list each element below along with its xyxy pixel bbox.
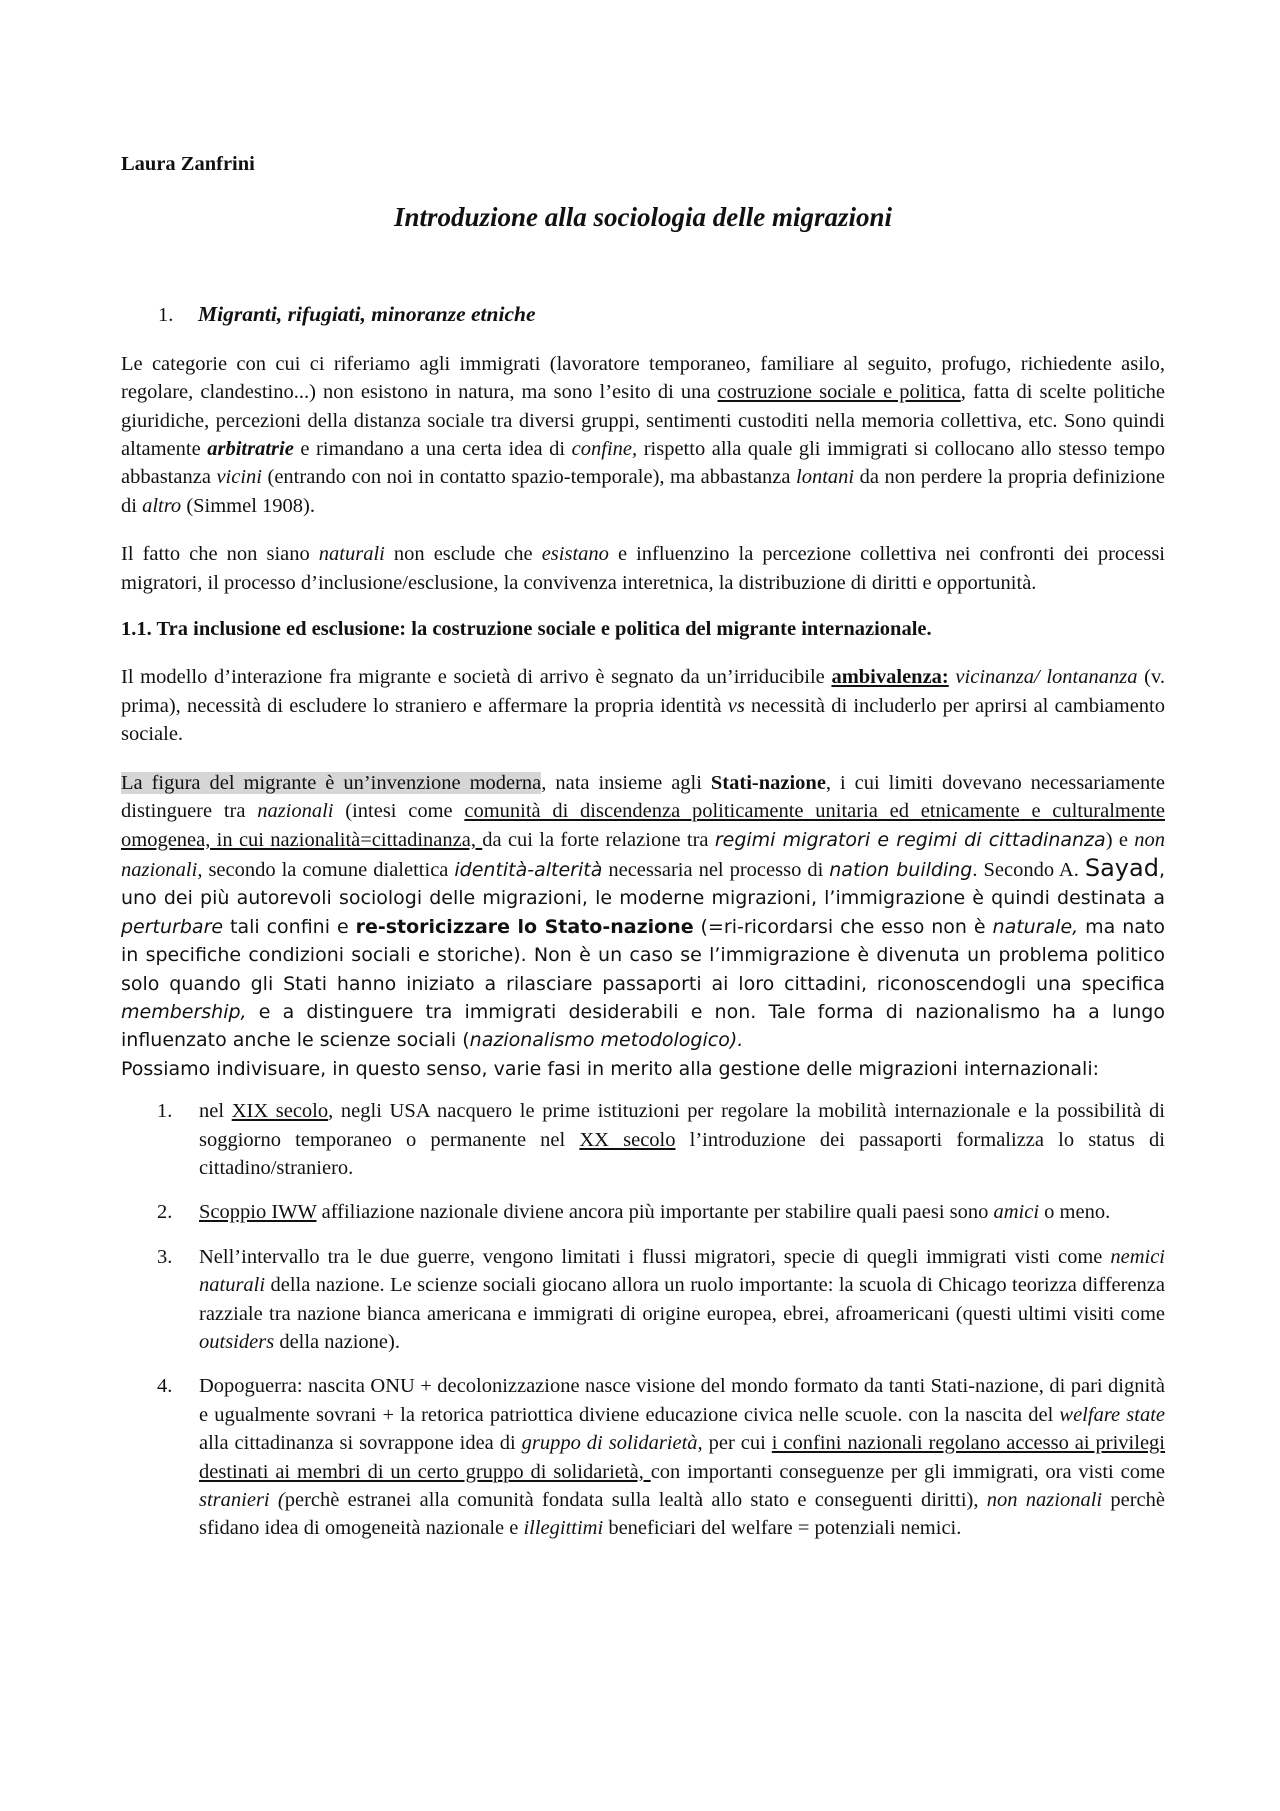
list-item — [121, 1243, 1165, 1357]
text-run: . Secondo A. — [972, 858, 1085, 881]
text-run: necessaria nel processo di — [602, 858, 830, 881]
italic-text: nazionali — [257, 800, 334, 823]
italic-text: nemici naturali — [199, 1245, 1165, 1297]
italic-text: illegittimi — [523, 1517, 604, 1540]
text-run: perchè sfidano idea di omogeneità nazionale e — [199, 1489, 1165, 1540]
list-item-text — [199, 1372, 1165, 1542]
italic-text: naturali — [318, 543, 385, 566]
paragraph-ambivalenza — [121, 663, 1165, 748]
section-number: 1. — [158, 304, 174, 327]
italic-text: nazionalismo metodologico). — [469, 1029, 744, 1052]
underlined-text: comunità di discendenza politicamente unitaria ed etnicamente e culturalmente omogenea, in cui nazionalità=cittadinanza, — [121, 800, 1165, 851]
list-item — [121, 1198, 1165, 1226]
text-run: beneficiari del welfare = potenziali nemici. — [603, 1517, 962, 1540]
paragraph-categorie — [121, 350, 1165, 520]
underlined-text: costruzione sociale e politica — [717, 381, 961, 404]
large-text: Sayad — [1084, 853, 1159, 882]
document-page — [121, 150, 1165, 1559]
italic-text: non nazionali — [986, 1489, 1103, 1512]
italic-text: vs — [727, 694, 745, 717]
text-run: , fatta di scelte politiche giuridiche, percezioni della distanza sociale tra diversi gruppi, sentimenti custoditi nella memoria collettiva, etc. Sono quindi altamente — [121, 381, 1165, 461]
text-run: , uno dei più autorevoli sociologi delle migrazioni, le moderne migrazioni, l’immigrazione è quindi destinata a — [121, 858, 1165, 910]
text-run: perchè estranei alla comunità fondata sulla lealtà allo stato e conseguenti diritti), — [284, 1489, 987, 1512]
text-run: e a distinguere tra immigrati desiderabili e non. Tale forma di nazionalismo ha a lungo influenzato anche le scienze sociali ( — [121, 1000, 1165, 1052]
underlined-text: XIX secolo — [231, 1100, 329, 1123]
italic-text: outsiders — [199, 1331, 275, 1353]
italic-text: naturale, — [992, 915, 1079, 938]
highlighted-text: La figura del migrante è un’invenzione moderna — [121, 771, 542, 794]
text-run: (intesi come — [333, 800, 465, 823]
text-run: secondo la comune dialettica — [202, 858, 455, 881]
italic-text: identità-alterità — [454, 858, 603, 881]
bold-underlined-text: ambivalenza: — [831, 666, 949, 689]
list-number: 3. — [157, 1245, 173, 1268]
subsection-heading: 1.1. Tra inclusione ed esclusione: la costruzione sociale e politica del migrante internazionale. — [121, 618, 932, 641]
paragraph-fasi: Possiamo indivisuare, in questo senso, varie fasi in merito alla gestione delle migrazioni internazionali: — [121, 1057, 1100, 1080]
text-run: con importanti conseguenze per gli immigrati, ora visti come — [650, 1460, 1165, 1483]
list-number: 2. — [157, 1201, 173, 1224]
phases-list — [121, 1097, 1165, 1543]
italic-text: nation building — [829, 858, 973, 881]
italic-text: confine, — [571, 438, 638, 461]
italic-text: amici — [993, 1201, 1040, 1224]
underlined-text: XX secolo — [579, 1128, 676, 1151]
paragraph-figura-migrante — [121, 769, 1165, 1055]
list-item-text — [199, 1243, 1165, 1357]
text-run: (v. prima), necessità di escludere lo straniero e affermare la propria identità — [121, 666, 1166, 717]
text-run: da cui la forte relazione tra — [482, 828, 715, 851]
italic-text: membership, — [121, 1000, 247, 1023]
text-run: della nazione). — [274, 1331, 400, 1353]
text-run: rispetto alla quale gli immigrati si collocano allo stesso tempo abbastanza — [121, 438, 1166, 489]
text-run: Le categorie con cui ci riferiamo agli immigrati (lavoratore temporaneo, familiare al seguito, profugo, richiedente asilo, regolare, clandestino...) non esistono in natura, ma sono l’esito di una — [121, 352, 1165, 404]
list-item — [121, 1097, 1165, 1182]
italic-text: perturbare — [121, 915, 224, 938]
text-run: ) e — [1105, 828, 1135, 851]
text-run: ma nato in specifiche condizioni sociali e storiche). Non è un caso se l’immigrazione è divenuta un problema politico solo quando gli Stati hanno iniziato a rilasciare passaporti ai loro cittadini, riconoscendogli una specifica — [121, 915, 1165, 995]
section-title: Migranti, rifugiati, minoranze etniche — [198, 302, 536, 327]
document-title: Introduzione alla sociologia delle migrazioni — [393, 202, 893, 233]
text-run: , i cui limiti dovevano necessariamente distinguere tra — [121, 771, 1165, 823]
list-item — [121, 1372, 1165, 1542]
text-run: , nata insieme agli — [541, 771, 711, 794]
author-name: Laura Zanfrini — [121, 153, 255, 175]
italic-text: esistano — [541, 543, 609, 566]
list-item-text — [199, 1198, 1165, 1226]
text-run: (Simmel 1908). — [181, 494, 315, 517]
italic-text: altro — [142, 494, 182, 517]
text-run: Nell’intervallo tra le due guerre, vengono limitati i flussi migratori, specie di quegli immigrati visti come — [199, 1245, 1111, 1268]
italic-text: stranieri ( — [199, 1489, 285, 1512]
italic-text: non nazionali, — [121, 828, 1165, 881]
text-run: per cui — [702, 1432, 772, 1455]
text-run: (entrando con noi in contatto spazio-temporale), ma abbastanza — [261, 466, 797, 489]
text-run: Dopoguerra: nascita ONU + decolonizzazione nasce visione del mondo formato da tanti Stati-nazione, di pari dignità e ugualmente sovrani + la retorica patriottica diviene educazione civica nelle scuole. con la nascita del — [199, 1375, 1165, 1426]
text-run: o meno. — [1039, 1201, 1111, 1224]
text-run: da non perdere la propria definizione di — [121, 466, 1165, 517]
text-run: nel — [199, 1100, 232, 1123]
text-run: Il modello d’interazione fra migrante e società di arrivo è segnato da un’irriducibile — [121, 666, 832, 689]
paragraph-naturali — [121, 540, 1165, 597]
text-run: , negli USA nacquero le prime istituzioni per regolare la mobilità internazionale e la possibilità di soggiorno temporaneo o permanente nel — [199, 1100, 1166, 1151]
italic-text: gruppo di solidarietà, — [521, 1432, 703, 1455]
text-run: e influenzino la percezione collettiva nei confronti dei processi migratori, il processo d’inclusione/esclusione, la convivenza interetnica, la distribuzione di diritti e opportunità. — [121, 543, 1166, 594]
italic-text: regimi migratori e regimi di cittadinanza — [714, 828, 1106, 851]
list-number: 4. — [157, 1375, 173, 1398]
text-run: e rimandano a una certa idea di — [293, 438, 572, 461]
section-heading — [121, 300, 1165, 329]
list-number: 1. — [157, 1100, 173, 1123]
text-run: affiliazione nazionale diviene ancora più importante per stabilire quali paesi sono — [316, 1201, 994, 1224]
italic-text: lontani — [796, 466, 855, 489]
list-item-text — [199, 1097, 1165, 1182]
text-run: Il fatto che non siano — [121, 543, 319, 566]
text-run: necessità di includerlo per aprirsi al cambiamento sociale. — [121, 694, 1165, 746]
text-run: non esclude che — [384, 543, 542, 566]
bold-text: Stati-nazione — [710, 771, 826, 794]
bold-text: re-storicizzare lo Stato-nazione — [355, 915, 694, 938]
text-run: (=ri-ricordarsi che esso non è — [693, 915, 993, 938]
bold-italic-text: arbitratrie — [207, 438, 294, 461]
text-run: tali confini e — [223, 915, 356, 938]
italic-text: vicini — [216, 466, 262, 489]
italic-text: vicinanza/ lontananza — [955, 666, 1138, 689]
text-run: della nazione. Le scienze sociali giocano allora un ruolo importante: la scuola di Chicago teorizza differenza razziale tra nazione bianca americana e immigrati di origine europea, ebrei, afroamericani (questi ultimi visiti come — [199, 1274, 1165, 1325]
underlined-text: Scoppio IWW — [199, 1201, 317, 1224]
underlined-text: i confini nazionali regolano accesso ai privilegi destinati ai membri di un certo gruppo di solidarietà, — [199, 1432, 1165, 1483]
text-run: alla cittadinanza si sovrappone idea di — [199, 1432, 522, 1455]
italic-text: welfare state — [1059, 1403, 1165, 1426]
text-run: l’introduzione dei passaporti formalizza lo status di cittadino/straniero. — [199, 1128, 1165, 1179]
